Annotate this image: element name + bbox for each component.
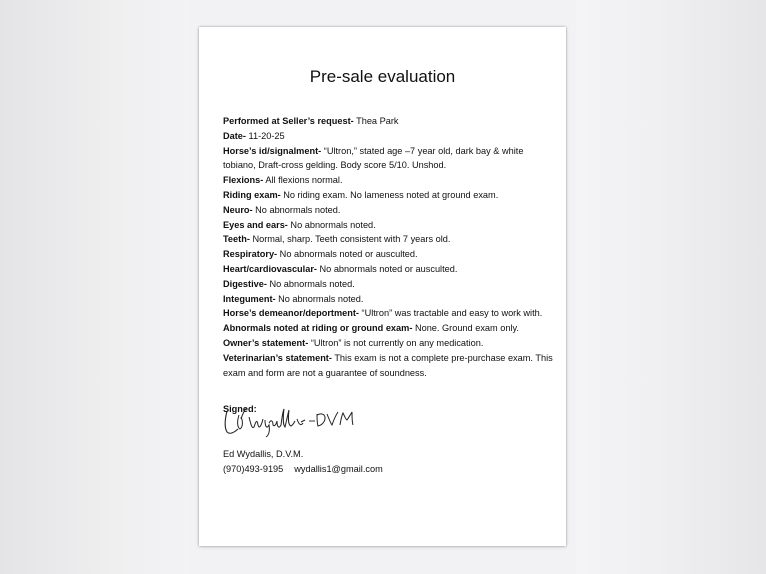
right-background [576, 0, 766, 574]
field-date [223, 129, 558, 144]
field-vet-statement [223, 351, 558, 381]
phone-number: (970)493-9195 [223, 464, 284, 474]
field-label: Date- [223, 130, 246, 141]
evaluation-fields [223, 114, 558, 417]
field-label: Heart/cardiovascular- [223, 263, 317, 274]
field-riding-exam [223, 188, 558, 203]
left-background [0, 0, 190, 574]
field-value: “Ultron,” stated age –7 year old, dark bay & white tobiano, Draft-cross gelding. Body score 5/10. Unshod. [223, 145, 524, 171]
field-value: Thea Park [353, 116, 399, 126]
document-title: Pre-sale evaluation [309, 67, 456, 86]
field-value: “Ultron” is not currently on any medication. [308, 337, 484, 348]
field-eyes-ears [223, 218, 558, 233]
field-digestive [223, 277, 558, 292]
field-demeanor [223, 306, 558, 321]
vet-name: Ed Wydallis, D.V.M. [223, 449, 304, 459]
field-value: No riding exam. No lameness noted at ground exam. [280, 189, 499, 200]
field-value: No abnormals noted or ausculted. [316, 263, 458, 274]
field-heart [223, 262, 558, 277]
field-neuro [223, 203, 558, 218]
field-label: Flexions- [223, 175, 264, 186]
field-integument [223, 292, 558, 307]
field-value: “Ultron” was tractable and easy to work with. [358, 308, 543, 319]
field-value: No abnormals noted or ausculted. [277, 249, 418, 260]
contact-line [223, 462, 383, 477]
field-value: No abnormals noted. [275, 293, 364, 304]
field-label: Performed at Seller’s request- [223, 116, 354, 126]
field-label: Owner’s statement- [223, 337, 309, 348]
field-sellers-request [223, 114, 558, 129]
field-value: All flexions normal. [263, 175, 343, 186]
field-teeth [223, 232, 558, 247]
field-label: Digestive- [223, 278, 267, 289]
field-label: Neuro- [223, 204, 253, 215]
field-abnormals [223, 321, 558, 336]
field-owner-statement [223, 336, 558, 351]
field-value: No abnormals noted. [252, 204, 341, 215]
document-page [199, 27, 566, 546]
email-address: wydallis1@gmail.com [294, 464, 383, 474]
field-value: This exam is not a complete pre-purchase exam. This exam and form are not a guarantee of soundness. [223, 352, 553, 378]
field-flexions [223, 173, 558, 188]
signed-label-text: Signed: [223, 404, 257, 415]
field-label: Teeth- [223, 234, 250, 245]
field-horse-id [223, 144, 558, 174]
field-value: 11-20-25 [245, 130, 285, 141]
field-value: No abnormals noted. [266, 278, 355, 289]
field-label: Riding exam- [223, 189, 281, 200]
signature-block [223, 447, 383, 477]
field-label: Horse’s demeanor/deportment- [223, 308, 359, 319]
field-respiratory [223, 247, 558, 262]
field-value: No abnormals noted. [287, 219, 376, 230]
field-label: Abnormals noted at riding or ground exam- [223, 323, 413, 334]
field-label: Eyes and ears- [223, 219, 288, 230]
field-value: Normal, sharp. Teeth consistent with 7 years old. [249, 234, 451, 245]
field-label: Respiratory- [223, 249, 278, 260]
field-value: None. Ground exam only. [412, 323, 519, 334]
signature [221, 405, 361, 439]
field-label: Integument- [223, 293, 276, 304]
field-label: Horse’s id/signalment- [223, 145, 322, 156]
field-label: Veterinarian’s statement- [223, 352, 332, 363]
